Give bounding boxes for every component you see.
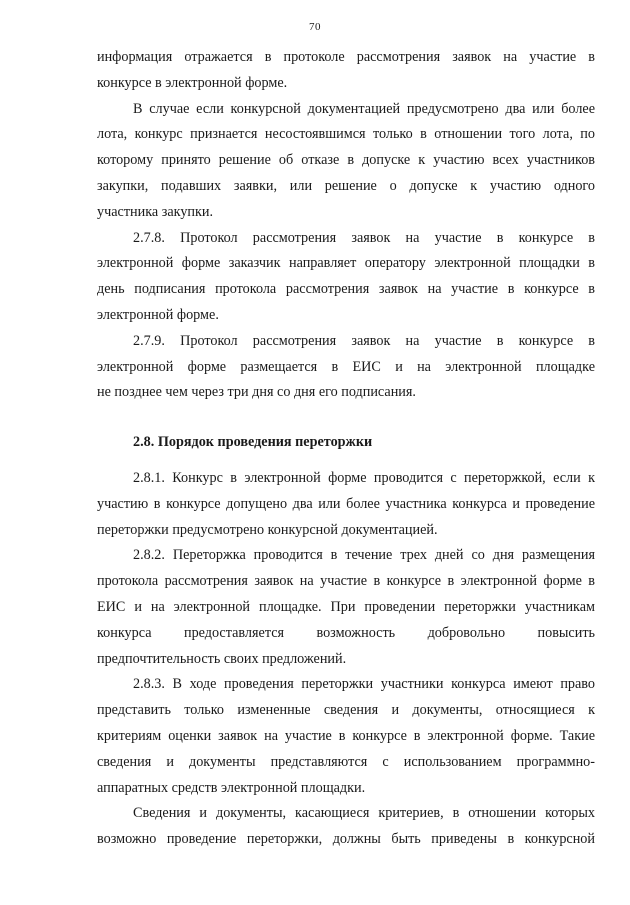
text-line: информация отражается в протоколе рассмотрения заявок на участие в bbox=[97, 49, 595, 65]
text-line: 2.8.1. Конкурс в электронной форме проводится с переторжкой, если к bbox=[133, 469, 595, 486]
paragraph bbox=[97, 672, 595, 801]
text-line: 2.7.9. Протокол рассмотрения заявок на участие в конкурсе в bbox=[133, 332, 595, 349]
text-line: Сведения и документы, касающиеся критериев, в отношении которых bbox=[133, 805, 595, 822]
text-line: лота, конкурс признается несостоявшимся только в отношении того лота, по bbox=[97, 126, 595, 143]
text-line: закупки, подавших заявки, или решение о допуске к участию одного bbox=[97, 177, 595, 194]
paragraph bbox=[97, 329, 595, 406]
text-line: электронной форме размещается в ЕИС и на электронной площадке bbox=[97, 358, 595, 375]
text-line: переторжки предусмотрено конкурсной документацией. bbox=[97, 521, 438, 538]
text-line: день подписания протокола рассмотрения заявок на участие в конкурсе в bbox=[97, 281, 595, 298]
text-line: электронной форме заказчик направляет оператору электронной площадки в bbox=[97, 255, 595, 272]
text-line: не позднее чем через три дня со дня его подписания. bbox=[97, 384, 416, 401]
text-line: участию в конкурсе допущено два или более участника конкурса и проведение bbox=[97, 495, 595, 512]
text-line: сведения и документы представляются с использованием программно- bbox=[97, 753, 595, 770]
text-line: 2.8.3. В ходе проведения переторжки участники конкурса имеют право bbox=[133, 676, 595, 693]
paragraphs-after-heading bbox=[97, 466, 595, 853]
text-line: протокола рассмотрения заявок на участие в конкурсе в электронной форме в bbox=[97, 573, 595, 590]
text-line: ЕИС и на электронной площадке. При проведении переторжки участникам bbox=[97, 598, 595, 615]
paragraphs-before-heading bbox=[97, 45, 595, 406]
paragraph bbox=[97, 97, 595, 226]
text-line: 2.7.8. Протокол рассмотрения заявок на участие в конкурсе в bbox=[133, 229, 595, 246]
paragraph bbox=[97, 226, 595, 329]
text-line: В случае если конкурсной документацией предусмотрено два или более bbox=[133, 100, 595, 117]
paragraph bbox=[97, 543, 595, 672]
text-line: возможно проведение переторжки, должны быть приведены в конкурсной bbox=[97, 831, 595, 848]
text-line: предпочтительность своих предложений. bbox=[97, 650, 347, 667]
page-number: 70 bbox=[309, 21, 321, 33]
text-line: критериям оценки заявок на участие в конкурсе в электронной форме. Такие bbox=[97, 727, 595, 744]
text-line: электронной форме. bbox=[97, 306, 219, 323]
text-line: представить только измененные сведения и документы, относящиеся к bbox=[97, 702, 595, 719]
text-line: аппаратных средств электронной площадки. bbox=[97, 779, 366, 796]
paragraph bbox=[97, 45, 595, 97]
section-heading: 2.8. Порядок проведения переторжки bbox=[133, 434, 373, 451]
paragraph bbox=[97, 801, 595, 853]
text-line: которому принято решение об отказе в допуске к участию всех участников bbox=[97, 152, 595, 169]
paragraph bbox=[97, 466, 595, 543]
document-body bbox=[97, 45, 595, 853]
text-line: конкурсе в электронной форме. bbox=[97, 74, 288, 91]
text-line: 2.8.2. Переторжка проводится в течение трех дней со дня размещения bbox=[133, 547, 595, 564]
text-line: участника закупки. bbox=[97, 203, 214, 220]
text-line: конкурса предоставляется возможность добровольно повысить bbox=[97, 624, 595, 641]
